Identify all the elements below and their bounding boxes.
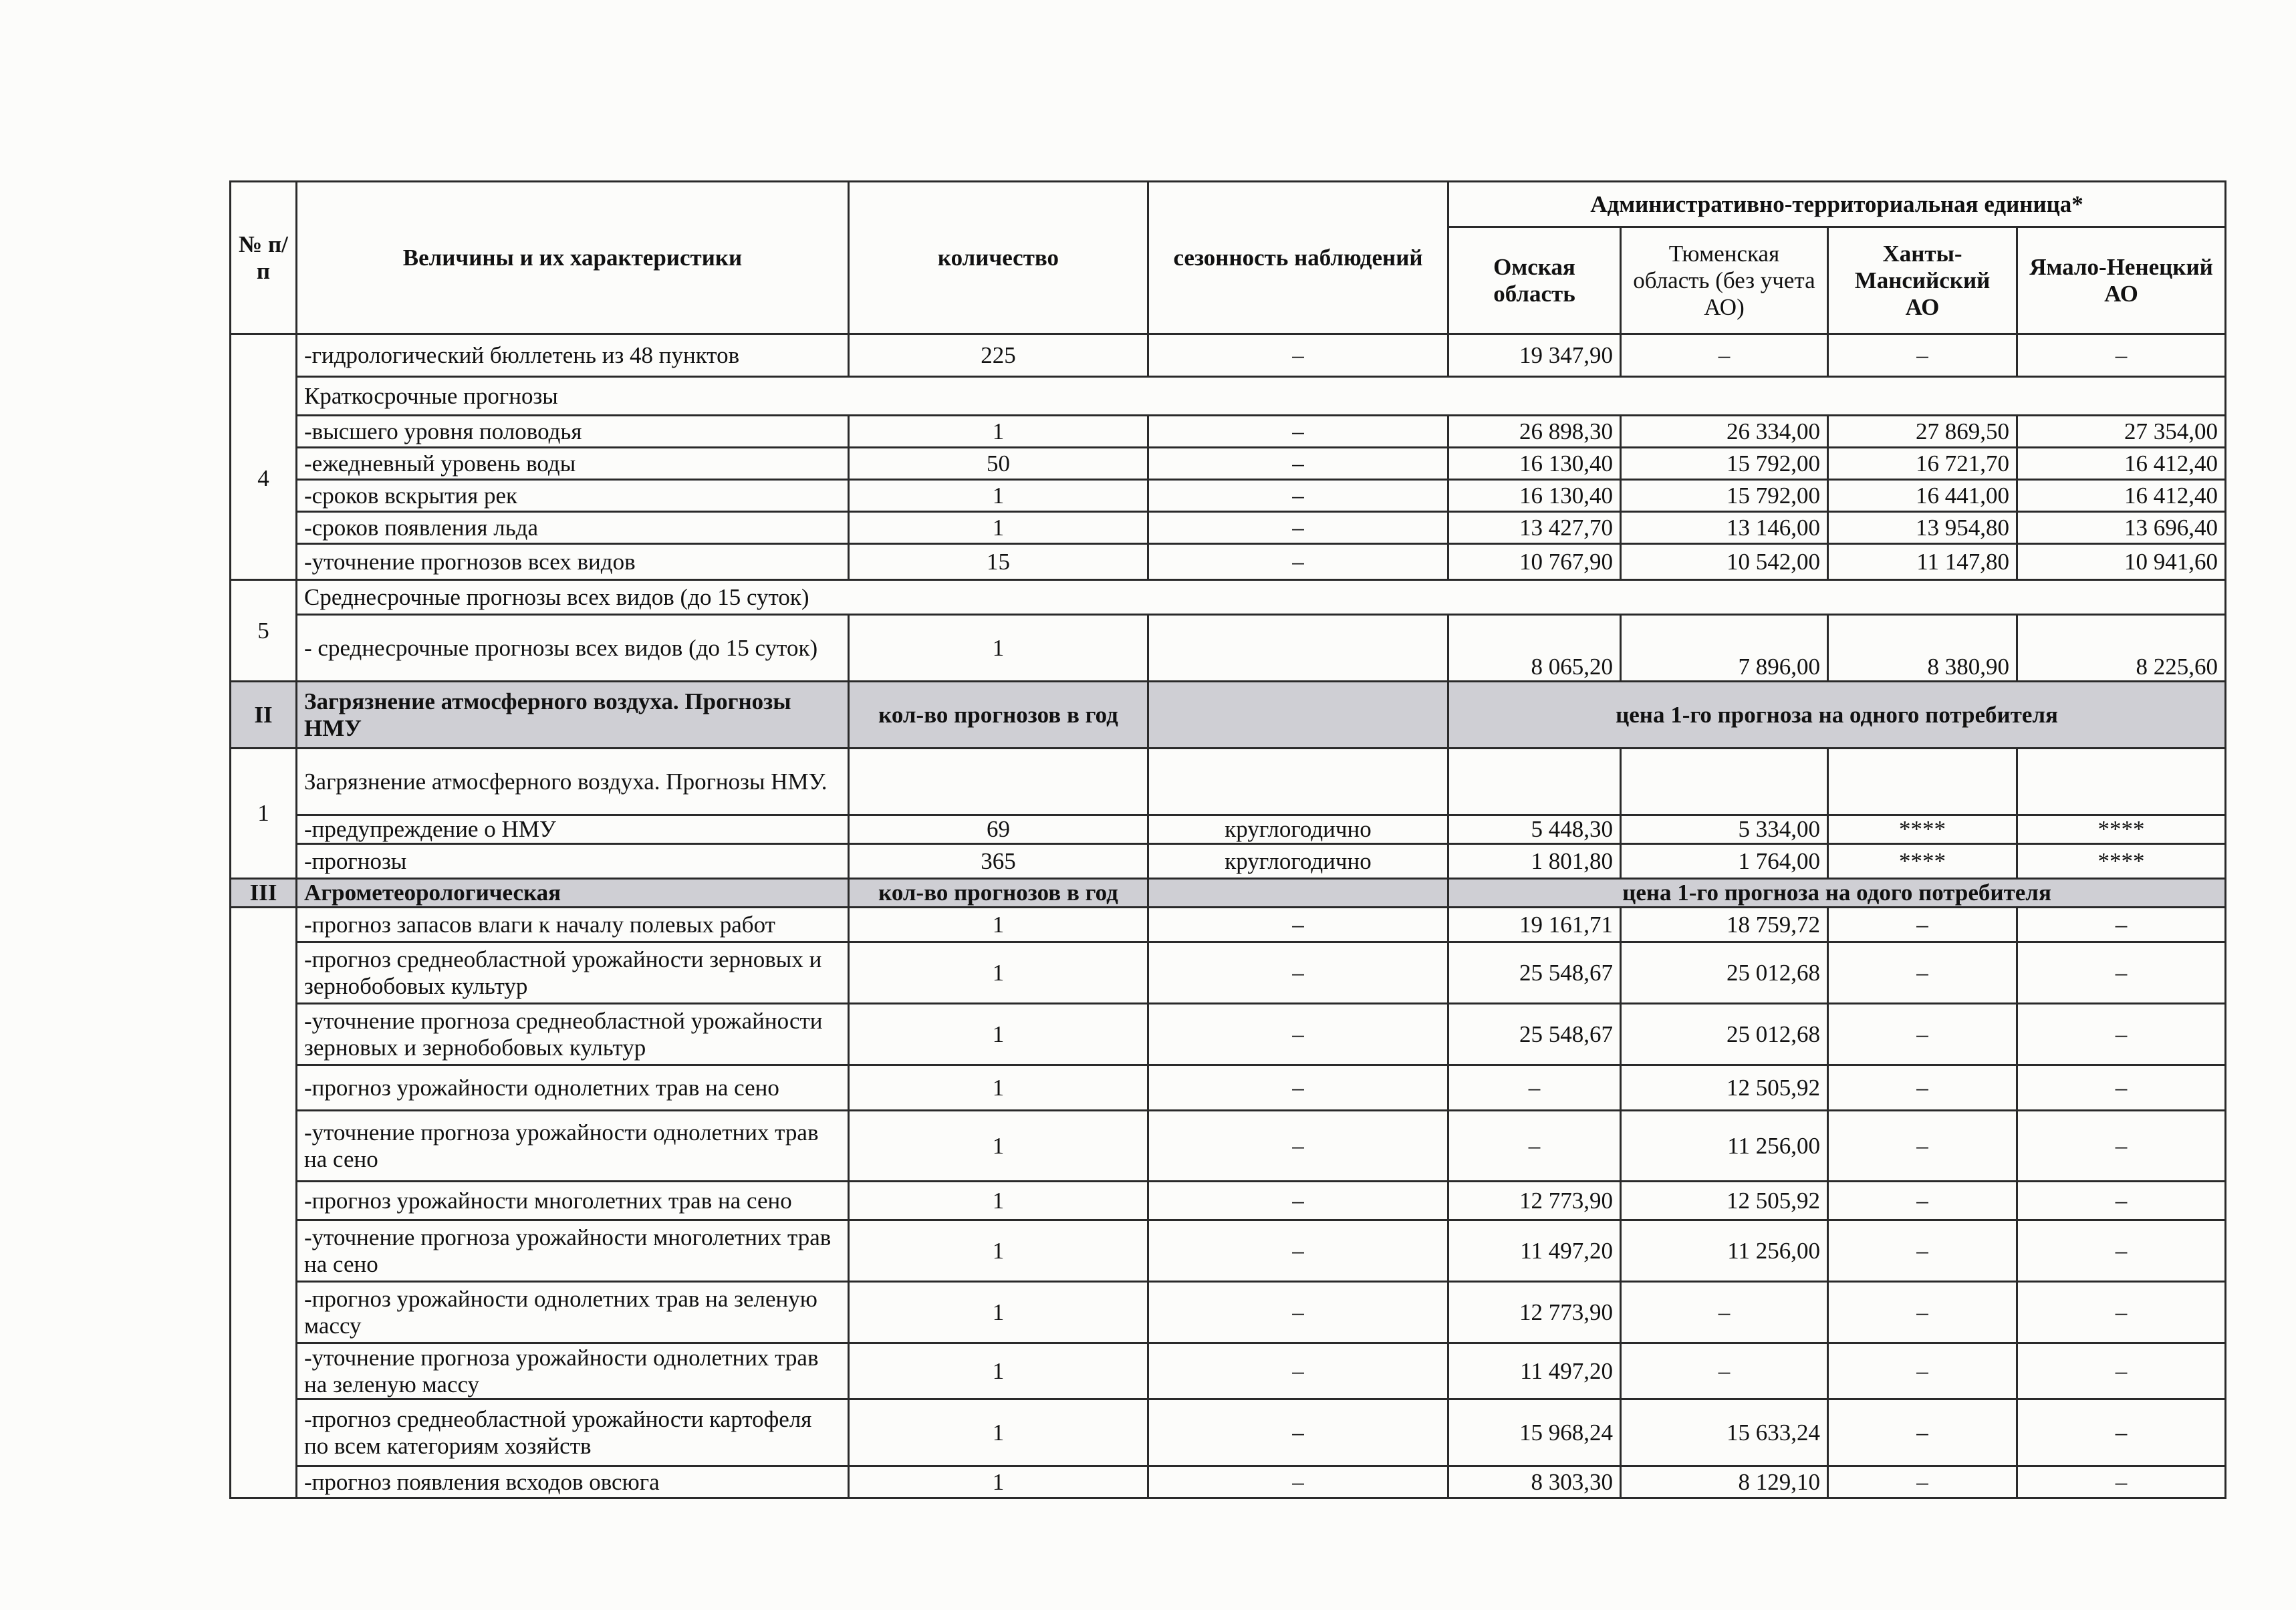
row-tyumen: 5 334,00 <box>1621 815 1828 844</box>
row-season: – <box>1148 1182 1448 1220</box>
row-tyumen: – <box>1621 334 1828 377</box>
row-name: -прогноз запасов влаги к началу полевых работ <box>297 908 849 942</box>
row-khanty: – <box>1828 1343 2017 1399</box>
row-season: – <box>1148 416 1448 448</box>
row-yamal: **** <box>2017 815 2226 844</box>
row-name: -сроков вскрытия рек <box>297 480 849 512</box>
row-qty: 225 <box>849 334 1148 377</box>
row-tyumen: 26 334,00 <box>1621 416 1828 448</box>
row-num <box>231 908 297 1498</box>
section-qty-header: кол-во прогнозов в год <box>849 879 1148 908</box>
header-omsk: Омская область <box>1448 227 1621 334</box>
row-omsk: – <box>1448 1111 1621 1182</box>
row-omsk: – <box>1448 1065 1621 1111</box>
header-row-1 <box>231 182 2226 227</box>
row-tyumen: 18 759,72 <box>1621 908 1828 942</box>
row-tyumen: 25 012,68 <box>1621 1004 1828 1065</box>
row-yamal: 10 941,60 <box>2017 544 2226 580</box>
row-tyumen: 12 505,92 <box>1621 1065 1828 1111</box>
table-row <box>231 480 2226 512</box>
section-row <box>231 580 2226 615</box>
row-name: -предупреждение о НМУ <box>297 815 849 844</box>
row-qty: 1 <box>849 512 1148 544</box>
row-qty: 15 <box>849 544 1148 580</box>
header-tyumen: Тюменская область (без учета АО) <box>1621 227 1828 334</box>
row-num: 4 <box>231 377 297 580</box>
row-tyumen: 8 129,10 <box>1621 1466 1828 1498</box>
row-omsk: 26 898,30 <box>1448 416 1621 448</box>
table-row <box>231 512 2226 544</box>
row-khanty: 27 869,50 <box>1828 416 2017 448</box>
row-omsk: 13 427,70 <box>1448 512 1621 544</box>
section-title: Среднесрочные прогнозы всех видов (до 15 суток) <box>297 580 2226 615</box>
row-tyumen: 15 633,24 <box>1621 1399 1828 1466</box>
table-row <box>231 1004 2226 1065</box>
row-qty: 1 <box>849 942 1148 1004</box>
row-khanty: – <box>1828 1004 2017 1065</box>
row-name: - среднесрочные прогнозы всех видов (до 15 суток) <box>297 615 849 682</box>
row-qty: 1 <box>849 416 1148 448</box>
row-omsk: 11 497,20 <box>1448 1220 1621 1282</box>
row-tyumen: 15 792,00 <box>1621 448 1828 480</box>
row-season: – <box>1148 908 1448 942</box>
row-omsk: 10 767,90 <box>1448 544 1621 580</box>
row-name: -ежедневный уровень воды <box>297 448 849 480</box>
table-row <box>231 448 2226 480</box>
row-khanty: 8 380,90 <box>1828 615 2017 682</box>
row-season: круглогодично <box>1148 815 1448 844</box>
row-name: -уточнение прогноза урожайности однолетних трав на сено <box>297 1111 849 1182</box>
row-khanty: – <box>1828 1466 2017 1498</box>
row-omsk: 19 347,90 <box>1448 334 1621 377</box>
row-qty: 1 <box>849 1004 1148 1065</box>
row-num <box>231 334 297 377</box>
row-name: -уточнение прогноза урожайности однолетних трав на зеленую массу <box>297 1343 849 1399</box>
table-row <box>231 942 2226 1004</box>
row-tyumen <box>1621 749 1828 815</box>
table-row <box>231 1065 2226 1111</box>
row-qty: 365 <box>849 844 1148 879</box>
row-khanty: – <box>1828 1111 2017 1182</box>
row-name: -высшего уровня половодья <box>297 416 849 448</box>
header-admin-unit: Административно-территориальная единица* <box>1448 182 2226 227</box>
row-omsk: 16 130,40 <box>1448 480 1621 512</box>
row-name: -прогноз урожайности однолетних трав на зеленую массу <box>297 1282 849 1343</box>
row-season: – <box>1148 1466 1448 1498</box>
row-season: – <box>1148 448 1448 480</box>
table-row <box>231 844 2226 879</box>
section-num: III <box>231 879 297 908</box>
tariff-table <box>229 180 2226 1499</box>
table-row <box>231 615 2226 682</box>
row-season: – <box>1148 480 1448 512</box>
row-num: 1 <box>231 749 297 879</box>
row-omsk <box>1448 749 1621 815</box>
row-season: – <box>1148 1220 1448 1282</box>
row-name: -сроков появления льда <box>297 512 849 544</box>
row-season: – <box>1148 1399 1448 1466</box>
row-season: – <box>1148 1343 1448 1399</box>
row-omsk: 19 161,71 <box>1448 908 1621 942</box>
row-yamal: – <box>2017 942 2226 1004</box>
header-yamal: Ямало-Ненецкий АО <box>2017 227 2226 334</box>
row-khanty: – <box>1828 1399 2017 1466</box>
row-khanty: – <box>1828 908 2017 942</box>
row-name: -уточнение прогноза среднеобластной урожайности зерновых и зернобобовых культур <box>297 1004 849 1065</box>
table-row <box>231 1220 2226 1282</box>
row-season: – <box>1148 512 1448 544</box>
row-yamal: 8 225,60 <box>2017 615 2226 682</box>
section-title: Агрометеорологическая <box>297 879 849 908</box>
row-yamal: – <box>2017 1065 2226 1111</box>
table-row <box>231 1111 2226 1182</box>
section-title: Загрязнение атмосферного воздуха. Прогнозы НМУ <box>297 682 849 749</box>
table-row <box>231 1282 2226 1343</box>
row-omsk: 16 130,40 <box>1448 448 1621 480</box>
row-yamal: – <box>2017 908 2226 942</box>
row-khanty: – <box>1828 1220 2017 1282</box>
row-qty: 1 <box>849 480 1148 512</box>
row-yamal: – <box>2017 1343 2226 1399</box>
row-omsk: 5 448,30 <box>1448 815 1621 844</box>
row-qty: 50 <box>849 448 1148 480</box>
row-omsk: 11 497,20 <box>1448 1343 1621 1399</box>
row-season: – <box>1148 544 1448 580</box>
row-yamal: – <box>2017 1182 2226 1220</box>
header-name: Величины и их характеристики <box>297 182 849 334</box>
row-khanty: 11 147,80 <box>1828 544 2017 580</box>
section-row <box>231 377 2226 416</box>
table-row <box>231 1399 2226 1466</box>
row-khanty: 16 721,70 <box>1828 448 2017 480</box>
row-season: – <box>1148 942 1448 1004</box>
section-qty-header: кол-во прогнозов в год <box>849 682 1148 749</box>
row-season: – <box>1148 1065 1448 1111</box>
row-name: -прогноз появления всходов овсюга <box>297 1466 849 1498</box>
row-qty: 1 <box>849 1182 1148 1220</box>
header-qty: количество <box>849 182 1148 334</box>
row-name: Загрязнение атмосферного воздуха. Прогнозы НМУ. <box>297 749 849 815</box>
row-yamal: – <box>2017 1004 2226 1065</box>
row-tyumen: 25 012,68 <box>1621 942 1828 1004</box>
row-qty: 1 <box>849 1220 1148 1282</box>
section-blank <box>1148 879 1448 908</box>
row-omsk: 1 801,80 <box>1448 844 1621 879</box>
row-tyumen: 10 542,00 <box>1621 544 1828 580</box>
row-qty: 1 <box>849 1466 1148 1498</box>
row-qty: 69 <box>849 815 1148 844</box>
header-season: сезонность наблюдений <box>1148 182 1448 334</box>
row-yamal: **** <box>2017 844 2226 879</box>
row-omsk: 8 065,20 <box>1448 615 1621 682</box>
row-qty: 1 <box>849 908 1148 942</box>
row-qty: 1 <box>849 1282 1148 1343</box>
section-price-header: цена 1-го прогноза на одного потребителя <box>1448 682 2226 749</box>
table-row <box>231 1182 2226 1220</box>
row-season: – <box>1148 1004 1448 1065</box>
row-tyumen: 7 896,00 <box>1621 615 1828 682</box>
row-qty: 1 <box>849 1111 1148 1182</box>
section-title: Краткосрочные прогнозы <box>297 377 2226 416</box>
row-season: круглогодично <box>1148 844 1448 879</box>
row-season <box>1148 749 1448 815</box>
row-tyumen: 11 256,00 <box>1621 1111 1828 1182</box>
row-qty: 1 <box>849 1343 1148 1399</box>
row-yamal: 27 354,00 <box>2017 416 2226 448</box>
row-name: -прогноз урожайности однолетних трав на сено <box>297 1065 849 1111</box>
row-khanty: – <box>1828 1065 2017 1111</box>
row-yamal: – <box>2017 334 2226 377</box>
row-omsk: 25 548,67 <box>1448 942 1621 1004</box>
row-name: -гидрологический бюллетень из 48 пунктов <box>297 334 849 377</box>
section-num: II <box>231 682 297 749</box>
row-yamal: 13 696,40 <box>2017 512 2226 544</box>
row-tyumen: 15 792,00 <box>1621 480 1828 512</box>
row-name: -уточнение прогноза урожайности многолетних трав на сено <box>297 1220 849 1282</box>
table-row <box>231 749 2226 815</box>
row-khanty: – <box>1828 334 2017 377</box>
row-khanty: – <box>1828 1182 2017 1220</box>
row-season: – <box>1148 334 1448 377</box>
row-yamal: – <box>2017 1111 2226 1182</box>
section-band <box>231 682 2226 749</box>
row-khanty: – <box>1828 1282 2017 1343</box>
row-omsk: 8 303,30 <box>1448 1466 1621 1498</box>
table-row <box>231 544 2226 580</box>
row-qty <box>849 749 1148 815</box>
row-khanty <box>1828 749 2017 815</box>
row-yamal: – <box>2017 1399 2226 1466</box>
row-yamal: – <box>2017 1466 2226 1498</box>
row-season: – <box>1148 1282 1448 1343</box>
table-row <box>231 908 2226 942</box>
row-omsk: 12 773,90 <box>1448 1182 1621 1220</box>
table-row <box>231 416 2226 448</box>
row-name: -прогноз среднеобластной урожайности зерновых и зернобобовых культур <box>297 942 849 1004</box>
section-blank <box>1148 682 1448 749</box>
row-khanty: **** <box>1828 815 2017 844</box>
table-row <box>231 334 2226 377</box>
row-tyumen: 13 146,00 <box>1621 512 1828 544</box>
section-price-header: цена 1-го прогноза на одого потребителя <box>1448 879 2226 908</box>
table-row <box>231 1466 2226 1498</box>
row-tyumen: 1 764,00 <box>1621 844 1828 879</box>
row-omsk: 15 968,24 <box>1448 1399 1621 1466</box>
row-tyumen: – <box>1621 1343 1828 1399</box>
row-qty: 1 <box>849 1399 1148 1466</box>
section-band <box>231 879 2226 908</box>
table-row <box>231 815 2226 844</box>
row-tyumen: – <box>1621 1282 1828 1343</box>
row-khanty: 16 441,00 <box>1828 480 2017 512</box>
row-num: 5 <box>231 580 297 682</box>
row-khanty: **** <box>1828 844 2017 879</box>
row-qty: 1 <box>849 615 1148 682</box>
row-tyumen: 11 256,00 <box>1621 1220 1828 1282</box>
row-yamal: – <box>2017 1282 2226 1343</box>
row-tyumen: 12 505,92 <box>1621 1182 1828 1220</box>
row-name: -прогнозы <box>297 844 849 879</box>
header-khanty: Ханты-Мансийский АО <box>1828 227 2017 334</box>
row-qty: 1 <box>849 1065 1148 1111</box>
header-num: № п/п <box>231 182 297 334</box>
row-name: -прогноз урожайности многолетних трав на сено <box>297 1182 849 1220</box>
row-omsk: 25 548,67 <box>1448 1004 1621 1065</box>
row-yamal: 16 412,40 <box>2017 448 2226 480</box>
row-name: -прогноз среднеобластной урожайности картофеля по всем категориям хозяйств <box>297 1399 849 1466</box>
row-season <box>1148 615 1448 682</box>
table-row <box>231 1343 2226 1399</box>
row-season: – <box>1148 1111 1448 1182</box>
row-yamal: – <box>2017 1220 2226 1282</box>
row-khanty: 13 954,80 <box>1828 512 2017 544</box>
row-yamal <box>2017 749 2226 815</box>
row-name: -уточнение прогнозов всех видов <box>297 544 849 580</box>
row-khanty: – <box>1828 942 2017 1004</box>
row-yamal: 16 412,40 <box>2017 480 2226 512</box>
row-omsk: 12 773,90 <box>1448 1282 1621 1343</box>
